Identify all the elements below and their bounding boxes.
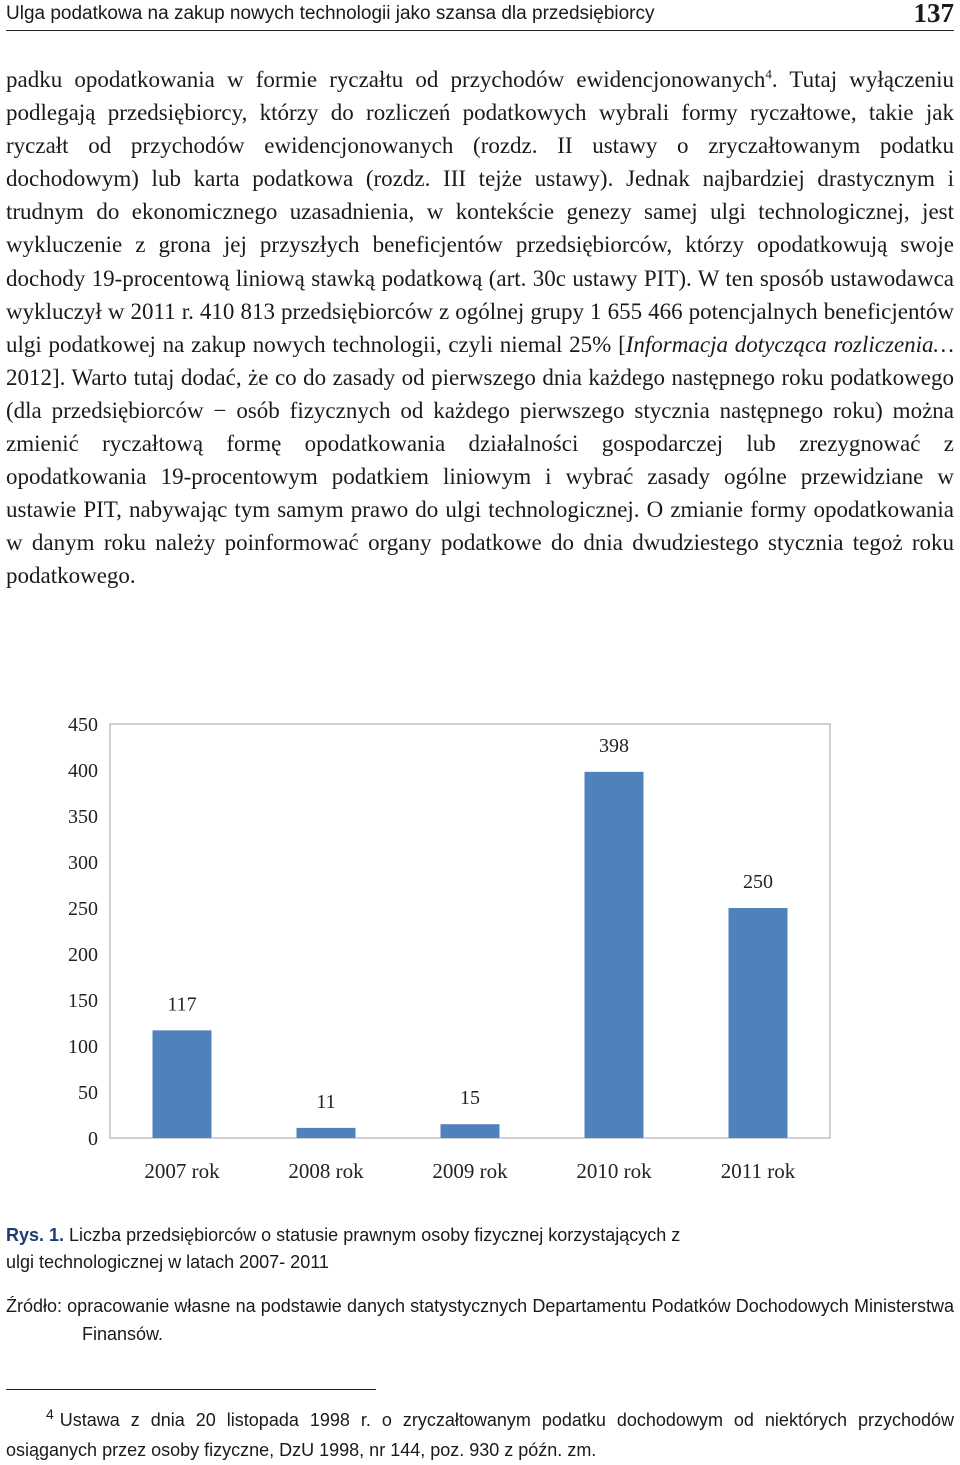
data-label: 11	[316, 1090, 336, 1113]
plot-frame	[110, 724, 830, 1138]
figure-caption-text: Liczba przedsiębiorców o statusie prawnym osoby fizycznej korzystających z ulgi technologicznej w latach 2007- 2011	[6, 1225, 681, 1272]
data-label: 398	[599, 734, 629, 757]
bar-chart-svg	[50, 712, 880, 1192]
y-tick-label: 150	[68, 990, 98, 1012]
y-tick-label: 0	[88, 1128, 98, 1150]
y-tick-label: 200	[68, 944, 98, 966]
data-label: 117	[167, 993, 197, 1016]
figure-caption	[6, 1222, 706, 1276]
x-tick-label: 2008 rok	[288, 1159, 364, 1183]
x-tick-label: 2007 rok	[144, 1159, 220, 1183]
bar	[297, 1128, 356, 1138]
figure-label: Rys. 1.	[6, 1225, 65, 1245]
figure-source: Źródło: opracowanie własne na podstawie danych statystycznych Departamentu Podatków Dochodowych Ministerstwa Finansów.	[6, 1296, 954, 1344]
page-number: 137	[913, 0, 954, 28]
bar	[729, 908, 788, 1138]
bar-chart	[50, 712, 880, 1192]
y-tick-label: 50	[78, 1082, 98, 1104]
y-tick-label: 300	[68, 852, 98, 874]
y-tick-label: 100	[68, 1036, 98, 1058]
body-text-part-2: . Tutaj wyłączeniu podlegają przedsiębiorcy, którzy do rozliczeń podatkowych wybrali formy ryczałtowe, takie jak ryczałt od przychodów ewidencjonowanych (rozdz. II ustawy o zryczałtowanym podatku dochodowym) lub karta podatkowa (rozdz. III tejże ustawy). Jednak najbardziej drastycznym i trudnym do ekonomicznego uzasadnienia, w kontekście genezy samej ulgi technologicznej, jest wykluczenie z grona jej przyszłych beneficjentów przedsiębiorców, którzy opodatkowują swoje dochody 19-procentową liniową stawką podatkową (art. 30c ustawy PIT). W ten sposób ustawodawca wykluczył w 2011 r. 410 813 przedsiębiorców z ogólnej grupy 1 655 466 potencjalnych beneficjentów ulgi podatkowej na zakup nowych technologii, czyli niemal 25% [	[6, 67, 954, 357]
citation-title: Informacja dotycząca rozliczenia…	[625, 331, 954, 357]
bar	[153, 1030, 212, 1138]
x-tick-label: 2011 rok	[720, 1159, 796, 1183]
data-label: 250	[743, 871, 773, 893]
data-label: 15	[460, 1087, 480, 1110]
running-title: Ulga podatkowa na zakup nowych technologii jako szansa dla przedsiębiorcy	[6, 3, 655, 24]
bar	[441, 1124, 500, 1138]
x-tick-label: 2010 rok	[576, 1159, 652, 1183]
y-tick-label: 250	[68, 898, 98, 920]
y-tick-label: 450	[68, 714, 98, 736]
footnote	[6, 1405, 954, 1465]
x-tick-label: 2009 rok	[432, 1159, 508, 1183]
y-tick-label: 350	[68, 806, 98, 828]
body-text-part-1: padku opodatkowania w formie ryczałtu od przychodów ewidencjonowanych	[6, 67, 766, 92]
body-paragraph	[6, 63, 954, 593]
footnote-number: 4	[46, 1406, 54, 1422]
footnote-separator	[6, 1389, 376, 1390]
footnote-reference[interactable]: 4	[765, 66, 772, 82]
body-text-part-3: 2012]. Warto tutaj dodać, że co do zasady od pierwszego dnia każdego następnego roku podatkowego (dla przedsiębiorców − osób fizycznych od każdego pierwszego stycznia następnego roku) można zmienić ryczałtową formę opodatkowania działalności gospodarczej lub zrezygnować z opodatkowania 19-procentowym podatkiem liniowym i wybrać zasady ogólne przewidziane w ustawie PIT, nabywając tym samym prawo do ulgi technologicznej. O zmianie formy opodatkowania w danym roku należy poinformować organy podatkowe do dnia dwudziestego stycznia tegoż roku podatkowego.	[6, 364, 954, 589]
bar	[585, 772, 644, 1138]
footnote-text: Ustawa z dnia 20 listopada 1998 r. o zryczałtowanym podatku dochodowym od niektórych przychodów osiąganych przez osoby fizyczne, DzU 1998, nr 144, poz. 930 z późn. zm.	[6, 1410, 954, 1460]
y-tick-label: 400	[68, 760, 98, 782]
running-header	[6, 0, 954, 31]
